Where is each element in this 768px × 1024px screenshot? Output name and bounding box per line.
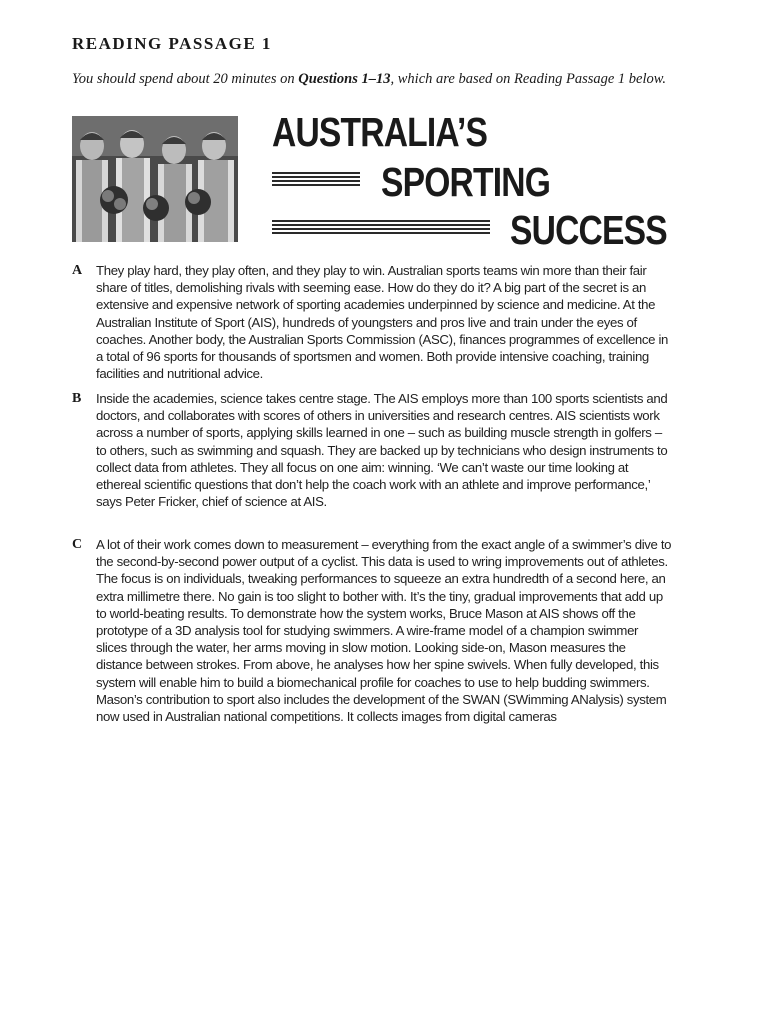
- title-rule-1: [272, 172, 360, 186]
- section-letter: B: [72, 391, 82, 406]
- rowers-photo-illustration: [72, 116, 238, 242]
- instructions-text-before: You should spend about 20 minutes on: [72, 71, 299, 87]
- section-b: [72, 390, 672, 510]
- instructions-questions: Questions 1–13: [298, 71, 391, 87]
- section-c: [72, 536, 672, 725]
- instructions-text-after: , which are based on Reading Passage 1 below.: [390, 71, 666, 87]
- section-letter: A: [72, 263, 83, 278]
- passage-heading: READING PASSAGE 1: [72, 34, 272, 53]
- instructions: [72, 71, 672, 88]
- section-text: They play hard, they play often, and they play to win. Australian sports teams win more than their fair share of titles, demolishing rivals with seeming ease. How do they do it? A big part of the secret is an extensive and expensive network of sporting academies underpinned by science and medicine. At the Australian Institute of Sport (AIS), hundreds of youngsters and pros live and train under the eyes of coaches. Another body, the Australian Sports Commission (ASC), finances programmes of excellence in a total of 96 sports for thousands of sportsmen and women. Both provide intensive coaching, training facilities and nutritional advice.: [96, 263, 669, 382]
- title-line-1: AUSTRALIA’S: [272, 109, 488, 155]
- rowers-photo: [72, 116, 238, 242]
- section-letter: C: [72, 537, 83, 552]
- section-text: A lot of their work comes down to measurement – everything from the exact angle of a swimmer’s dive to the second-by-second power output of a cyclist. This data is used to wring improvements out of athletes. The focus is on individuals, tweaking performances to squeeze an extra hundredth of a second here, an extra millimetre there. No gain is too slight to bother with. It’s the tiny, gradual improvements that add up to world-beating results. To demonstrate how the system works, Bruce Mason at AIS shows off the prototype of a 3D analysis tool for studying swimmers. A wire-frame model of a champion swimmer slices through the water, her arms moving in slow motion. Looking side-on, Mason measures the distance between strokes. From above, he analyses how her spine swivels. When fully developed, this system will enable him to build a biomechanical profile for coaches to use to help budding swimmers. Mason’s contribution to sport also includes the development of the SWAN (SWimming ANalysis) system now used in Australian national competitions. It collects images from digital cameras: [96, 537, 672, 725]
- title-line-2: SPORTING: [381, 159, 551, 205]
- section-a: [72, 262, 672, 382]
- title-rule-2: [272, 220, 490, 234]
- section-text: Inside the academies, science takes centre stage. The AIS employs more than 100 sports scientists and doctors, and collaborates with scores of others in universities and research centres. AIS scientists work across a number of sports, applying skills learned in one – such as building muscle strength in golfers – to others, such as swimming and squash. They are backed up by technicians who design instruments to collect data from athletes. They all focus on one aim: winning. ‘We can’t waste our time looking at ethereal scientific questions that don’t help the coach work with an athlete and improve performance,’ says Peter Fricker, chief of science at AIS.: [96, 391, 668, 510]
- title-line-3: SUCCESS: [510, 207, 667, 253]
